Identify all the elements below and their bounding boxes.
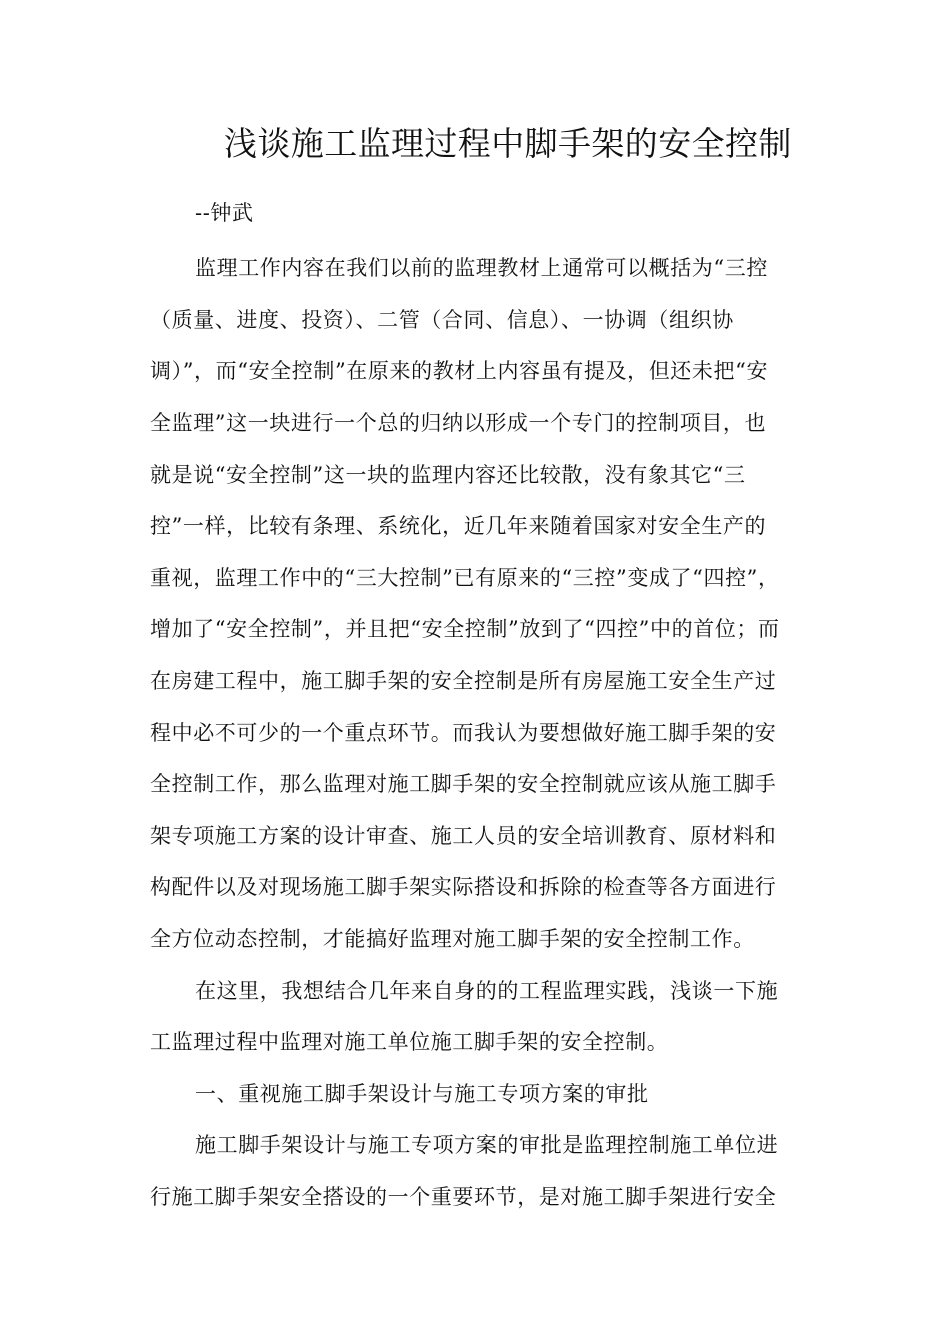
text-line: 重视，监理工作中的“三大控制”已有原来的“三控”变成了“四控”， [150,566,780,590]
text-line: 监理工作内容在我们以前的监理教材上通常可以概括为“三控 [195,256,768,280]
text-line: 构配件以及对现场施工脚手架实际搭设和拆除的检查等各方面进行 [150,875,777,899]
text-line: 调）”，而“安全控制”在原来的教材上内容虽有提及，但还未把“安 [150,359,769,383]
text-line: 全方位动态控制，才能搞好监理对施工脚手架的安全控制工作。 [150,927,755,951]
text-line: 程中必不可少的一个重点环节。而我认为要想做好施工脚手架的安 [150,721,777,745]
text-line: 架专项施工方案的设计审查、施工人员的安全培训教育、原材料和 [150,824,777,848]
text-line: 行施工脚手架安全搭设的一个重要环节，是对施工脚手架进行安全 [150,1185,777,1209]
text-line: 在房建工程中，施工脚手架的安全控制是所有房屋施工安全生产过 [150,669,777,693]
text-line: 在这里，我想结合几年来自身的的工程监理实践，浅谈一下施 [195,979,779,1003]
text-line: （质量、进度、投资）、二管（合同、信息）、一协调（组织协 [150,308,734,332]
text-line: 施工脚手架设计与施工专项方案的审批是监理控制施工单位进 [195,1133,779,1157]
document-title: 浅谈施工监理过程中脚手架的安全控制 [224,124,792,163]
author-line: --钟武 [195,201,254,225]
text-line: 全控制工作，那么监理对施工脚手架的安全控制就应该从施工脚手 [150,772,777,796]
text-line: 增加了“安全控制”，并且把“安全控制”放到了“四控”中的首位；而 [150,617,780,641]
section-heading: 一、重视施工脚手架设计与施工专项方案的审批 [195,1082,649,1106]
text-line: 工监理过程中监理对施工单位施工脚手架的安全控制。 [150,1030,669,1054]
text-line: 控”一样，比较有条理、系统化，近几年来随着国家对安全生产的 [150,514,767,538]
text-line: 就是说“安全控制”这一块的监理内容还比较散，没有象其它“三 [150,463,746,487]
text-line: 全监理”这一块进行一个总的归纳以形成一个专门的控制项目，也 [150,411,767,435]
